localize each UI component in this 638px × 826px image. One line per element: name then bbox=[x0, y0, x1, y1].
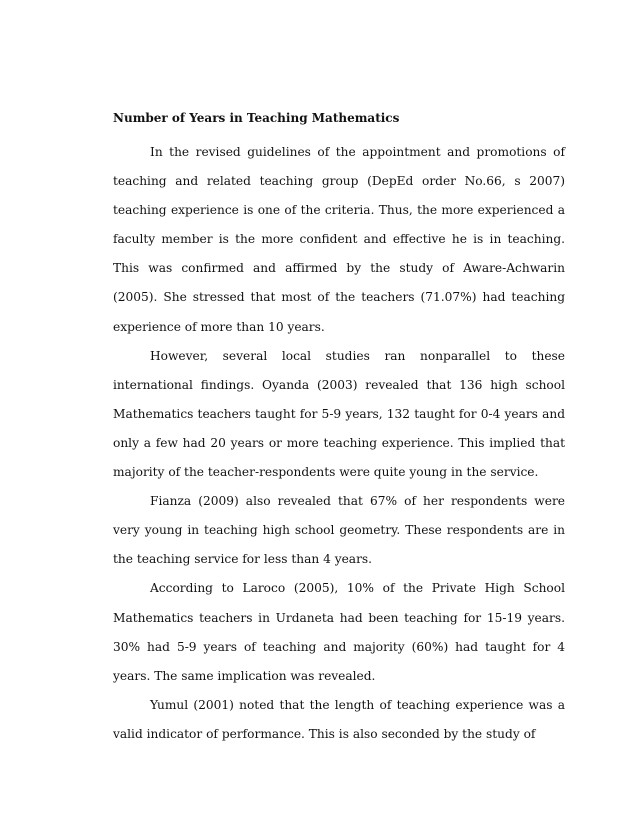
paragraph: According to Laroco (2005), 10% of the Private High School Mathematics teachers in Urdaneta had been teaching for 15-19 years. 30% had 5-9 years of teaching and majority (60%) had taught for 4 years. The same implication was revealed. bbox=[113, 581, 565, 683]
paragraph: Yumul (2001) noted that the length of teaching experience was a valid indicator of performance. This is also seconded by the study of bbox=[113, 697, 565, 741]
document-page bbox=[113, 108, 565, 749]
paragraph: In the revised guidelines of the appointment and promotions of teaching and related teaching group (DepEd order No.66, s 2007) teaching experience is one of the criteria. Thus, the more experienced a faculty member is the more confident and effective he is in teaching. This was confirmed and affirmed by the study of Aware-Achwarin (2005). She stressed that most of the teachers (71.07%) had teaching experience of more than 10 years. bbox=[113, 145, 565, 334]
section-heading: Number of Years in Teaching Mathematics bbox=[113, 111, 400, 125]
paragraph: Fianza (2009) also revealed that 67% of her respondents were very young in teaching high school geometry. These respondents are in the teaching service for less than 4 years. bbox=[113, 494, 565, 567]
paragraph: However, several local studies ran nonparallel to these international findings. Oyanda (2003) revealed that 136 high school Mathematics teachers taught for 5-9 years, 132 taught for 0-4 years and only a few had 20 years or more teaching experience. This implied that majority of the teacher-respondents were quite young in the service. bbox=[113, 348, 565, 480]
